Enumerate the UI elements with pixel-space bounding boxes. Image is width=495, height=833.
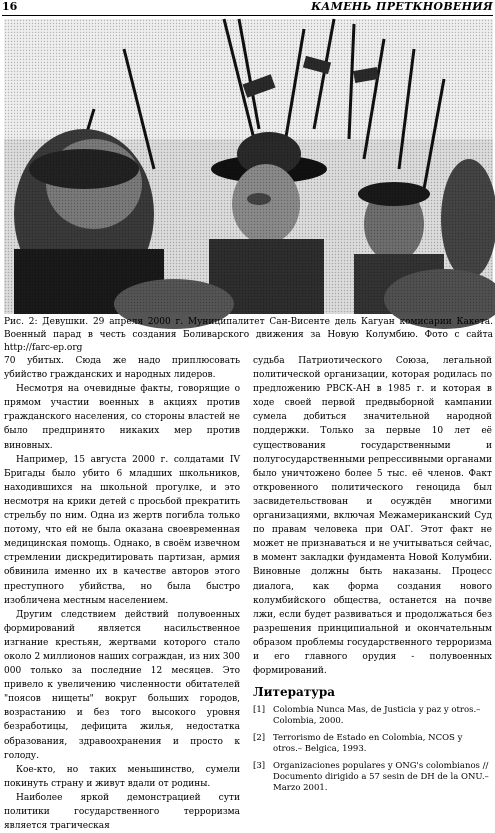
paragraph: Другим следствием действий полувоенных формирований является насильственное изгнание крестьян, жертвами которого стало около 2 миллионов наших сограждан, из них 300 000 только за последние 12 месяцев. Это привело к увеличению численности обитателей "поясов нищеты" вокруг больших городов, возрастанию и без того высокого уровня безработицы, дефицита жилья, недостатка образования, здравоохранения и просто к голоду.	[4, 609, 240, 761]
parade-photo	[4, 19, 493, 314]
reference-text: Colombia Nunca Mas, de Justicia y paz y otros.– Colombia, 2000.	[273, 705, 481, 727]
reference-item	[253, 761, 492, 794]
figure-caption: Рис. 2: Девушки. 29 апреля 2000 г. Муниципалитет Сан-Висенте дель Кагуан комисарии Какета. Военный парад в честь создания Боливарского движения за Новую Колумбию. Фото с сайта http://farc-ep.org	[4, 317, 493, 353]
paragraph: Например, 15 августа 2000 г. солдатами IV Бригады было убито 6 младших школьников, находившихся на школьной прогулке, и это несмотря на крики детей с просьбой прекратить стрельбу по ним. Одна из жертв погибла только потому, что ей не была оказана своевременная медицинская помощь. Однако, в своём извечном стремлении дискредитировать партизан, армия обвинила именно их в качестве авторов этого преступного убийства, но была быстро изобличена местным населением.	[4, 454, 240, 606]
reference-item	[253, 705, 492, 727]
page-header	[2, 0, 493, 16]
reference-text: Organizaciones populares y ONG's colombianos // Documento dirigido a 57 sesin de DH de la ONU.– Marzo 2001.	[273, 761, 489, 794]
paragraph: 70 убитых. Сюда же надо приплюсовать убийство гражданских и народных лидеров.	[4, 356, 240, 381]
paragraph: судьба Патриотического Союза, легальной политической организации, которая родилась по предложению РВСК-АН в 1985 г. и которая в ходе своей первой предвыборной кампании сумела добиться значительной народной поддержки. Только за первые 10 лет её существования государственными и полугосударственными репрессивными органами было уничтожено более 5 тыс. её членов. Факт откровенного политического геноцида был засвидетельствован и осуждён многими организациями, включая Межамериканский Суд по правам человека при ОАГ. Этот факт не может не признаваться и не учитываться сейчас, в момент закладки фундамента Новой Колумбии. Виновные должны быть наказаны. Процесс диалога, как форма создания нового колумбийского общества, останется на почве лжи, если будет развиваться и продолжаться без разрешения принципиальной и окончательным образом проблемы государственного терроризма и его главного орудия - полувоенных формирований.	[253, 356, 492, 677]
page-number: 16	[2, 0, 18, 13]
journal-title: КАМЕНЬ ПРЕТКНОВЕНИЯ	[311, 0, 493, 13]
left-column	[4, 354, 240, 833]
reference-number: [1]	[253, 705, 266, 716]
reference-number: [3]	[253, 761, 266, 772]
photo-illustration	[4, 19, 493, 314]
paragraph: Несмотря на очевидные факты, говорящие о прямом участии военных в акциях против гражданского населения, со стороны властей не было предпринято никаких мер против виновных.	[4, 384, 240, 451]
header-rule	[2, 15, 493, 16]
reference-number: [2]	[253, 733, 266, 744]
right-column	[253, 354, 492, 800]
paragraph: Наиболее яркой демонстрацией сути политики государственного терроризма является трагическая	[4, 792, 240, 832]
reference-item	[253, 733, 492, 755]
paragraph: Кое-кто, но таких меньшинство, сумели покинуть страну и живут вдали от родины.	[4, 764, 240, 789]
reference-text: Terrorismo de Estado en Colombia, NCOS y otros.– Belgica, 1993.	[273, 733, 463, 755]
literature-heading: Литература	[253, 685, 336, 700]
